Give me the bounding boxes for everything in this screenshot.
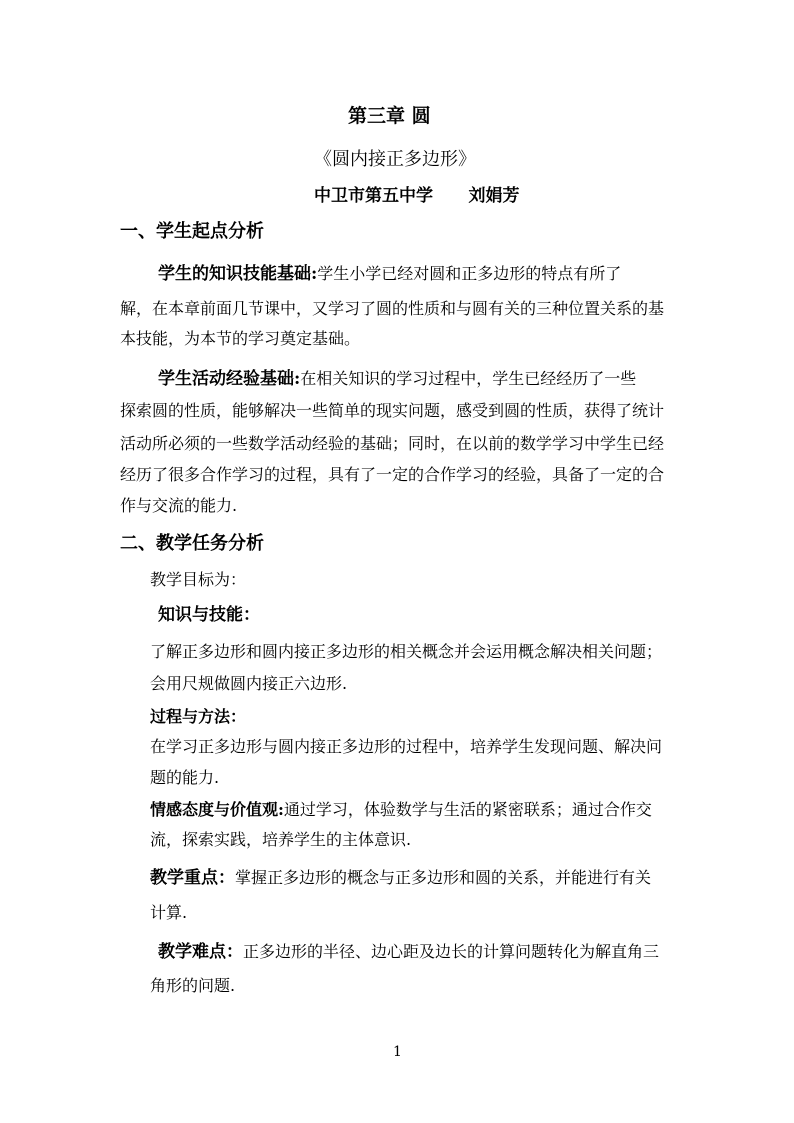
goals-intro: 教学目标为： bbox=[150, 570, 247, 589]
paragraph-line bbox=[158, 262, 621, 286]
paragraph-label: 情感态度与价值观: bbox=[150, 800, 284, 819]
paragraph-line bbox=[158, 940, 659, 964]
paragraph-text: 在相关知识的学习过程中，学生已经经历了一些 bbox=[300, 369, 637, 388]
paragraph-line: 作与交流的能力. bbox=[120, 496, 238, 515]
knowledge-heading: 知识与技能： bbox=[158, 605, 260, 625]
lesson-title: 《圆内接正多边形》 bbox=[314, 149, 476, 170]
paragraph-label: 学生的知识技能基础: bbox=[158, 264, 318, 284]
paragraph-line bbox=[150, 866, 651, 890]
paragraph-line: 在学习正多边形与圆内接正多边形的过程中，培养学生发现问题、解决问 bbox=[150, 737, 663, 756]
chapter-title: 第三章 圆 bbox=[348, 105, 431, 127]
paragraph-line: 计算. bbox=[150, 903, 188, 922]
paragraph-text: 正多边形的半径、边心距及边长的计算问题转化为解直角三 bbox=[243, 942, 660, 961]
paragraph-label: 学生活动经验基础: bbox=[158, 369, 301, 389]
paragraph-line: 活动所必须的一些数学活动经验的基础；同时，在以前的数学学习中学生已经 bbox=[120, 434, 665, 453]
paragraph-label: 教学重点： bbox=[150, 868, 235, 888]
page-number: 1 bbox=[393, 1044, 402, 1060]
paragraph-line: 角形的问题. bbox=[150, 976, 236, 995]
paragraph-line: 会用尺规做圆内接正六边形. bbox=[150, 674, 348, 693]
process-heading: 过程与方法： bbox=[150, 707, 247, 726]
paragraph-line: 探索圆的性质，能够解决一些简单的现实问题，感受到圆的性质，获得了统计 bbox=[120, 401, 665, 420]
paragraph-text: 掌握正多边形的概念与正多边形和圆的关系，并能进行有关 bbox=[235, 868, 652, 887]
paragraph-line: 了解正多边形和圆内接正多边形的相关概念并会运用概念解决相关问题； bbox=[150, 642, 663, 661]
section-heading-student-analysis: 一、学生起点分析 bbox=[120, 221, 264, 242]
paragraph-line bbox=[158, 367, 636, 391]
author-line: 中卫市第五中学 刘娟芳 bbox=[314, 186, 520, 206]
paragraph-line: 解，在本章前面几节课中，又学习了圆的性质和与圆有关的三种位置关系的基 bbox=[120, 299, 665, 318]
paragraph-label: 教学难点： bbox=[158, 942, 243, 962]
section-heading-teaching-task: 二、教学任务分析 bbox=[120, 533, 264, 554]
paragraph-text: 通过学习，体验数学与生活的紧密联系；通过合作交 bbox=[283, 800, 652, 819]
paragraph-line: 题的能力. bbox=[150, 768, 220, 787]
paragraph-text: 学生小学已经对圆和正多边形的特点有所了 bbox=[317, 264, 622, 283]
paragraph-line: 流，探索实践，培养学生的主体意识. bbox=[150, 830, 412, 849]
paragraph-line: 本技能，为本节的学习奠定基础。 bbox=[120, 329, 361, 348]
paragraph-line: 经历了很多合作学习的过程，具有了一定的合作学习的经验，具备了一定的合 bbox=[120, 465, 665, 484]
paragraph-line bbox=[150, 798, 652, 822]
